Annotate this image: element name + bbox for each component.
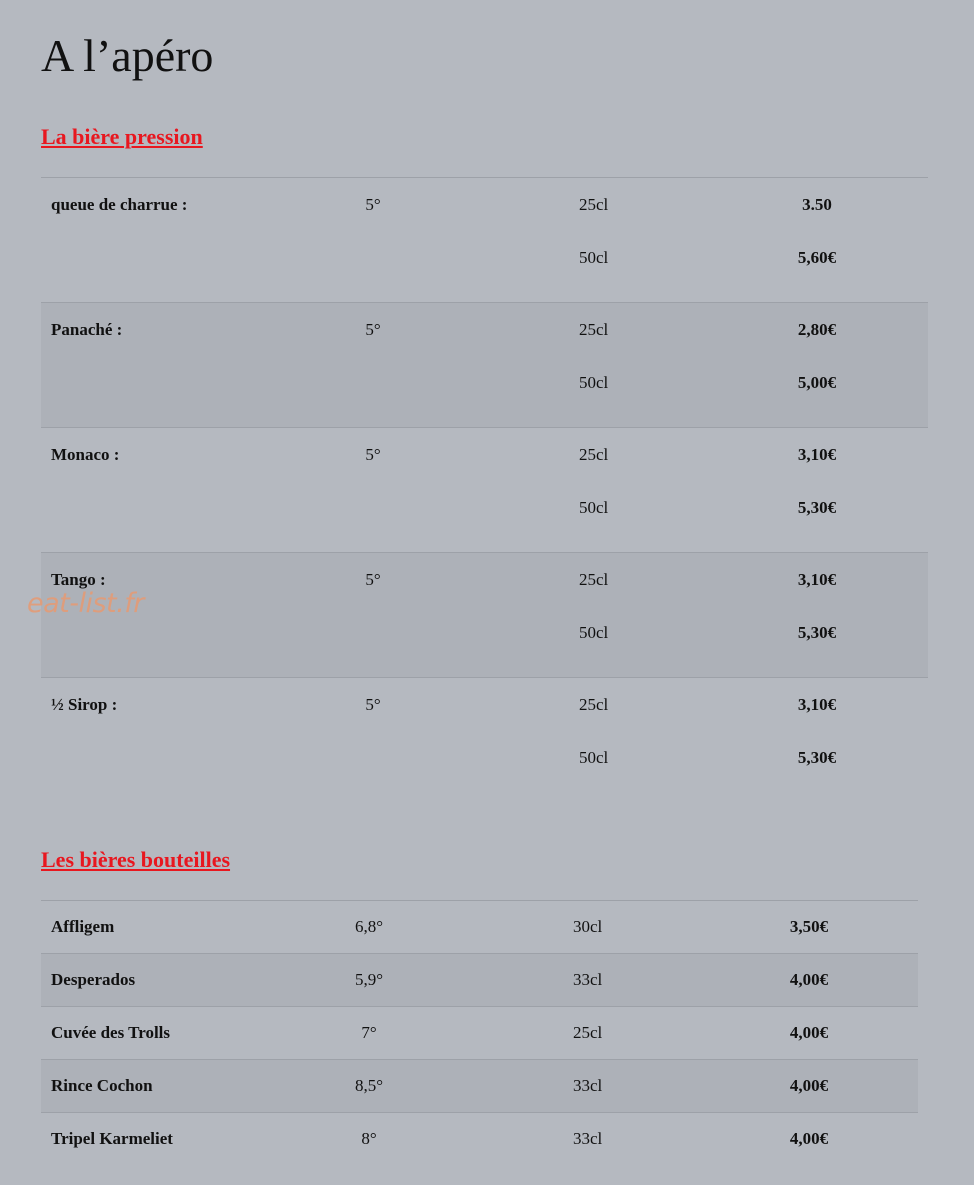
beer-name: Panaché : — [51, 320, 123, 339]
volume-large: 50cl — [579, 748, 609, 767]
volume-large: 50cl — [579, 623, 609, 642]
beer-name: Tango : — [51, 570, 106, 589]
beer-name: ½ Sirop : — [51, 695, 118, 714]
table-row: Affligem 6,8° 30cl 3,50€ — [41, 901, 918, 954]
volume-small: 25cl — [579, 695, 609, 714]
table-row: Tango : 5° 25cl 3,10€ 50cl 5,30€ — [41, 553, 928, 678]
volume-small: 25cl — [579, 445, 609, 464]
volume-large: 50cl — [579, 248, 609, 267]
section-title-bottles: Les bières bouteilles — [41, 847, 231, 872]
table-row: Panaché : 5° 25cl 2,80€ 50cl 5,00€ — [41, 303, 928, 428]
table-row: Cuvée des Trolls 7° 25cl 4,00€ — [41, 1007, 918, 1060]
beer-name: Cuvée des Trolls — [51, 1023, 171, 1042]
table-row: queue de charrue : 5° 25cl 3.50 50cl 5,60€ — [41, 178, 928, 303]
beer-volume: 33cl — [573, 1076, 603, 1095]
table-row: Tripel Karmeliet 8° 33cl 4,00€ — [51, 1129, 829, 1148]
beer-volume: 33cl — [573, 970, 603, 989]
volume-large: 50cl — [579, 498, 609, 517]
beer-name: Monaco : — [51, 445, 120, 464]
beer-name: Tripel Karmeliet — [51, 1129, 173, 1148]
bottle-beer-table — [41, 900, 918, 1165]
draft-beer-table — [41, 177, 928, 802]
section-title-draft: La bière pression — [41, 124, 203, 149]
volume-small: 25cl — [579, 195, 609, 214]
beer-name: queue de charrue : — [51, 195, 188, 214]
beer-name: Desperados — [51, 970, 136, 989]
watermark-logo: eat-list.fr — [27, 588, 144, 619]
table-row: Rince Cochon 8,5° 33cl 4,00€ — [41, 1060, 918, 1113]
table-row: Desperados 5,9° 33cl 4,00€ — [41, 954, 918, 1007]
beer-name: Affligem — [51, 917, 115, 936]
beer-volume: 25cl — [573, 1023, 603, 1042]
volume-small: 25cl — [579, 570, 609, 589]
volume-small: 25cl — [579, 320, 609, 339]
table-row: Monaco : 5° 25cl 3,10€ 50cl 5,30€ — [41, 428, 928, 553]
volume-large: 50cl — [579, 373, 609, 392]
table-row: ½ Sirop : 5° 25cl 3,10€ 50cl 5,30€ — [51, 695, 837, 767]
beer-name: Rince Cochon — [51, 1076, 153, 1095]
beer-volume: 33cl — [573, 1129, 603, 1148]
beer-volume: 30cl — [573, 917, 603, 936]
page-title: A l’apéro — [41, 30, 214, 81]
